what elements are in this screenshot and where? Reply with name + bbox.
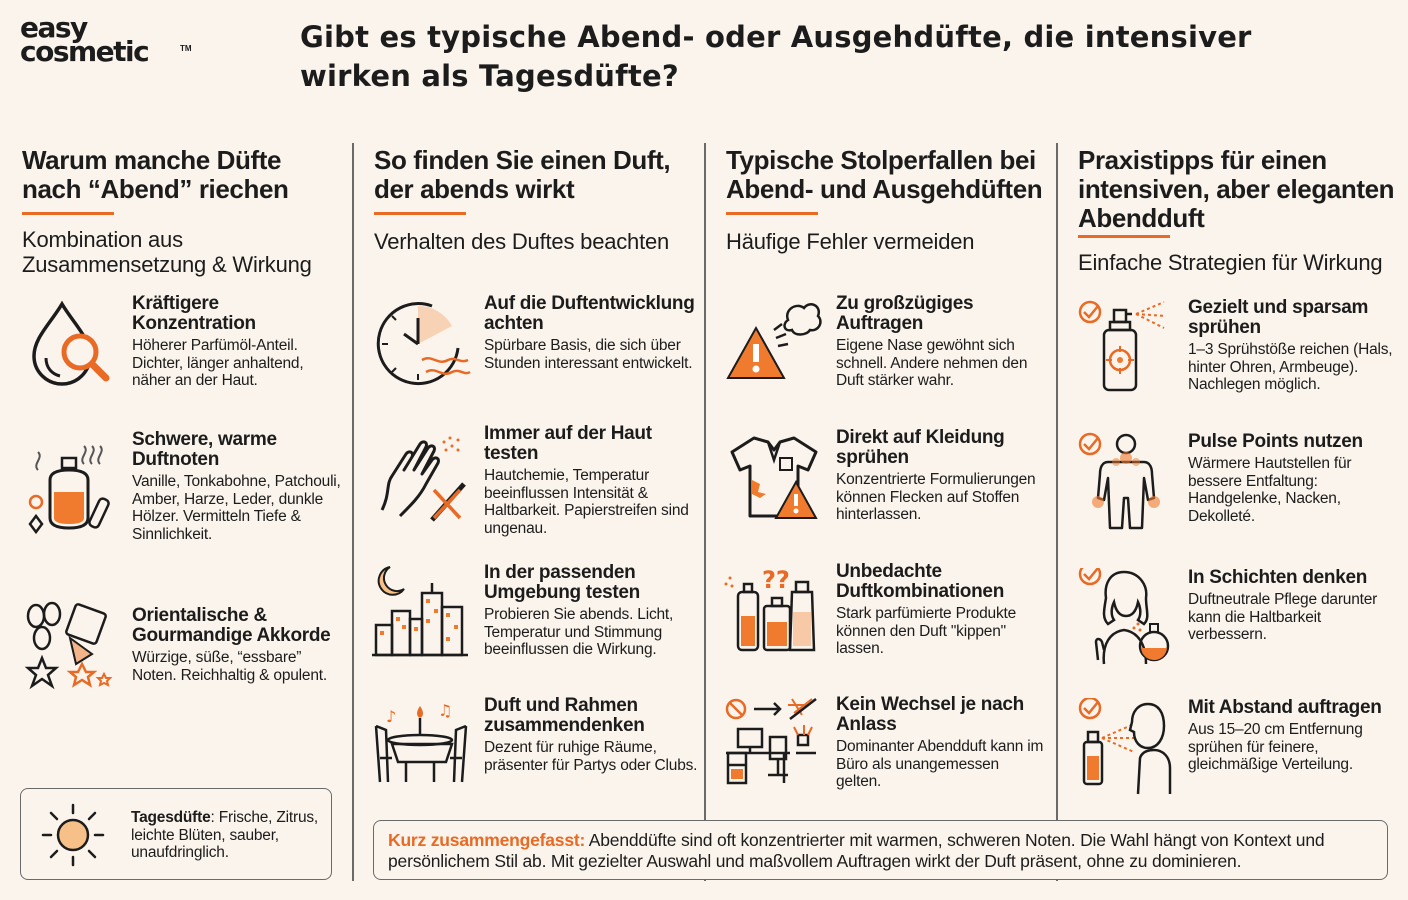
column-2-header (374, 146, 694, 254)
item-text: Wärmere Hautstellen für bessere Entfaltung: Handgelenke, Nacken, Dekolleté. (1188, 455, 1352, 525)
item-text: Dezent für ruhige Räume, präsenter für Partys oder Clubs. (484, 739, 698, 774)
item-heading: Unbedachte Duftkombinationen (836, 561, 1004, 602)
column-title: Typische Stolperfallen bei Abend- und Ausgehdüften (726, 145, 1043, 204)
perfume-bottle-ingredients-icon (22, 440, 122, 540)
item-heading: Orientalische & Gourmandige Akkorde (132, 605, 331, 646)
item-heading: Mit Abstand auftragen (1188, 697, 1382, 718)
item-heading: Kein Wechsel je nach Anlass (836, 694, 1024, 735)
list-item (1074, 568, 1404, 678)
item-heading: Schwere, warme Duftnoten (132, 429, 277, 470)
day-fragrance-box (20, 788, 332, 880)
item-heading: Gezielt und sparsam sprühen (1188, 297, 1369, 338)
logo-line-1: easy (20, 11, 87, 44)
item-heading: In Schichten denken (1188, 567, 1368, 588)
summary-text: Abenddüfte sind oft konzentrierter mit warmen, schweren Noten. Die Wahl hängt von Kontext und persönlichem Stil ab. Mit gezielter Auswahl und maßvollem Auftragen wirkt der Duft präsent, ohne zu dominieren. (388, 830, 1325, 871)
item-heading: Duft und Rahmen zusammendenken (484, 695, 645, 736)
logo-line-2: cosmetic (20, 35, 149, 68)
column-subtitle: Häufige Fehler vermeiden (726, 229, 975, 254)
man-spray-distance-icon (1074, 698, 1174, 798)
list-item (724, 428, 1054, 538)
item-text: Dominanter Abendduft kann im Büro als unangemessen gelten. (836, 738, 1044, 790)
svg-text:♫: ♫ (438, 701, 453, 720)
svg-text:♪: ♪ (386, 707, 397, 726)
summary-box (373, 820, 1388, 880)
item-heading: Direkt auf Kleidung sprühen (836, 427, 1005, 468)
column-title: Warum manche Düfte nach “Abend” riechen (22, 145, 289, 204)
hand-spray-icon (372, 424, 472, 524)
title-underline (22, 212, 114, 215)
bottles-question-icon (724, 562, 824, 662)
office-desk-icon (724, 695, 824, 795)
brand-logo (20, 11, 192, 68)
item-text: Stark parfümierte Produkte können den Duft "kippen" lassen. (836, 605, 1017, 657)
item-text: Vanille, Tonkabohne, Patchouli, Amber, Harze, Leder, dunkle Hölzer. Vermitteln Tiefe & Sinnlichkeit. (132, 473, 341, 543)
column-1-header (22, 146, 342, 277)
day-fragrance-description: : Frische, Zitrus, leichte Blüten, sauber, unaufdringlich. (131, 809, 319, 861)
logo-trademark: TM (180, 44, 192, 53)
item-text: 1–3 Sprühstöße reichen (Hals, hinter Ohren, Armbeuge). Nachlegen möglich. (1188, 341, 1393, 393)
item-heading: Pulse Points nutzen (1188, 431, 1363, 452)
list-item (22, 430, 344, 560)
day-fragrance-label: Tagesdüfte (131, 809, 211, 826)
night-city-icon (372, 563, 472, 663)
list-item (724, 294, 1054, 404)
item-heading: Immer auf der Haut testen (484, 423, 652, 464)
item-text: Probieren Sie abends. Licht, Temperatur und Stimmung beeinflussen die Wirkung. (484, 606, 674, 658)
list-item (1074, 432, 1404, 542)
item-text: Höherer Parfümöl-Anteil. Dichter, länger anhaltend, näher an der Haut. (132, 337, 304, 389)
page-title: Gibt es typische Abend- oder Ausgehdüfte, die intensiver wirken als Tagesdüfte? (300, 20, 1252, 93)
column-subtitle: Verhalten des Duftes beachten (374, 229, 670, 254)
list-item (22, 294, 344, 404)
item-text: Hautchemie, Temperatur beeinflussen Intensität & Haltbarkeit. Papierstreifen sind ungenau. (484, 467, 689, 537)
woman-perfume-icon (1074, 568, 1174, 668)
item-text: Aus 15–20 cm Entfernung sprühen für feinere, gleichmäßige Verteilung. (1188, 721, 1363, 773)
item-heading: Kräftigere Konzentration (132, 293, 256, 334)
list-item (372, 563, 702, 673)
item-heading: In der passenden Umgebung testen (484, 562, 640, 603)
title-underline (726, 212, 818, 215)
column-title: Praxistipps für einen intensiven, aber eleganten Abendduft (1078, 145, 1395, 233)
column-divider (704, 143, 706, 881)
title-underline (1078, 235, 1170, 238)
list-item (1074, 698, 1404, 808)
shirt-warning-icon (724, 428, 824, 528)
list-item (724, 562, 1054, 672)
clock-icon (372, 294, 472, 394)
spray-bottle-target-icon (1074, 298, 1174, 398)
item-text: Würzige, süße, “essbare” Noten. Reichhaltig & opulent. (132, 649, 327, 684)
sun-icon (41, 803, 105, 867)
list-item (372, 294, 702, 404)
coffee-chocolate-spice-icon (22, 598, 122, 698)
column-4-header (1078, 146, 1400, 275)
svg-text:??: ?? (762, 566, 790, 594)
drop-magnifier-icon (22, 294, 122, 394)
warning-cloud-icon (724, 294, 824, 394)
day-fragrance-text (131, 809, 326, 862)
list-item (22, 606, 344, 706)
list-item (372, 696, 702, 806)
column-subtitle: Einfache Strategien für Wirkung (1078, 250, 1383, 275)
column-divider (352, 143, 354, 881)
column-subtitle: Kombination aus Zusammensetzung & Wirkung (22, 227, 312, 277)
list-item (724, 695, 1054, 805)
list-item (1074, 298, 1404, 408)
title-underline (374, 212, 466, 215)
item-heading: Auf die Duftentwicklung achten (484, 293, 695, 334)
column-title: So finden Sie einen Duft, der abends wirkt (374, 145, 671, 204)
column-3-header (726, 146, 1046, 254)
item-text: Konzentrierte Formulierungen können Flecken auf Stoffen hinterlassen. (836, 471, 1036, 523)
body-pulse-points-icon (1074, 432, 1174, 532)
dinner-table-icon (372, 696, 472, 796)
item-text: Eigene Nase gewöhnt sich schnell. Andere nehmen den Duft stärker wahr. (836, 337, 1028, 389)
summary-label: Kurz zusammengefasst: (388, 830, 586, 850)
list-item (372, 424, 702, 544)
item-text: Duftneutrale Pflege darunter kann die Haltbarkeit verbessern. (1188, 591, 1378, 643)
item-text: Spürbare Basis, die sich über Stunden interessant entwickelt. (484, 337, 693, 372)
item-heading: Zu großzügiges Auftragen (836, 293, 974, 334)
column-divider (1056, 143, 1058, 881)
